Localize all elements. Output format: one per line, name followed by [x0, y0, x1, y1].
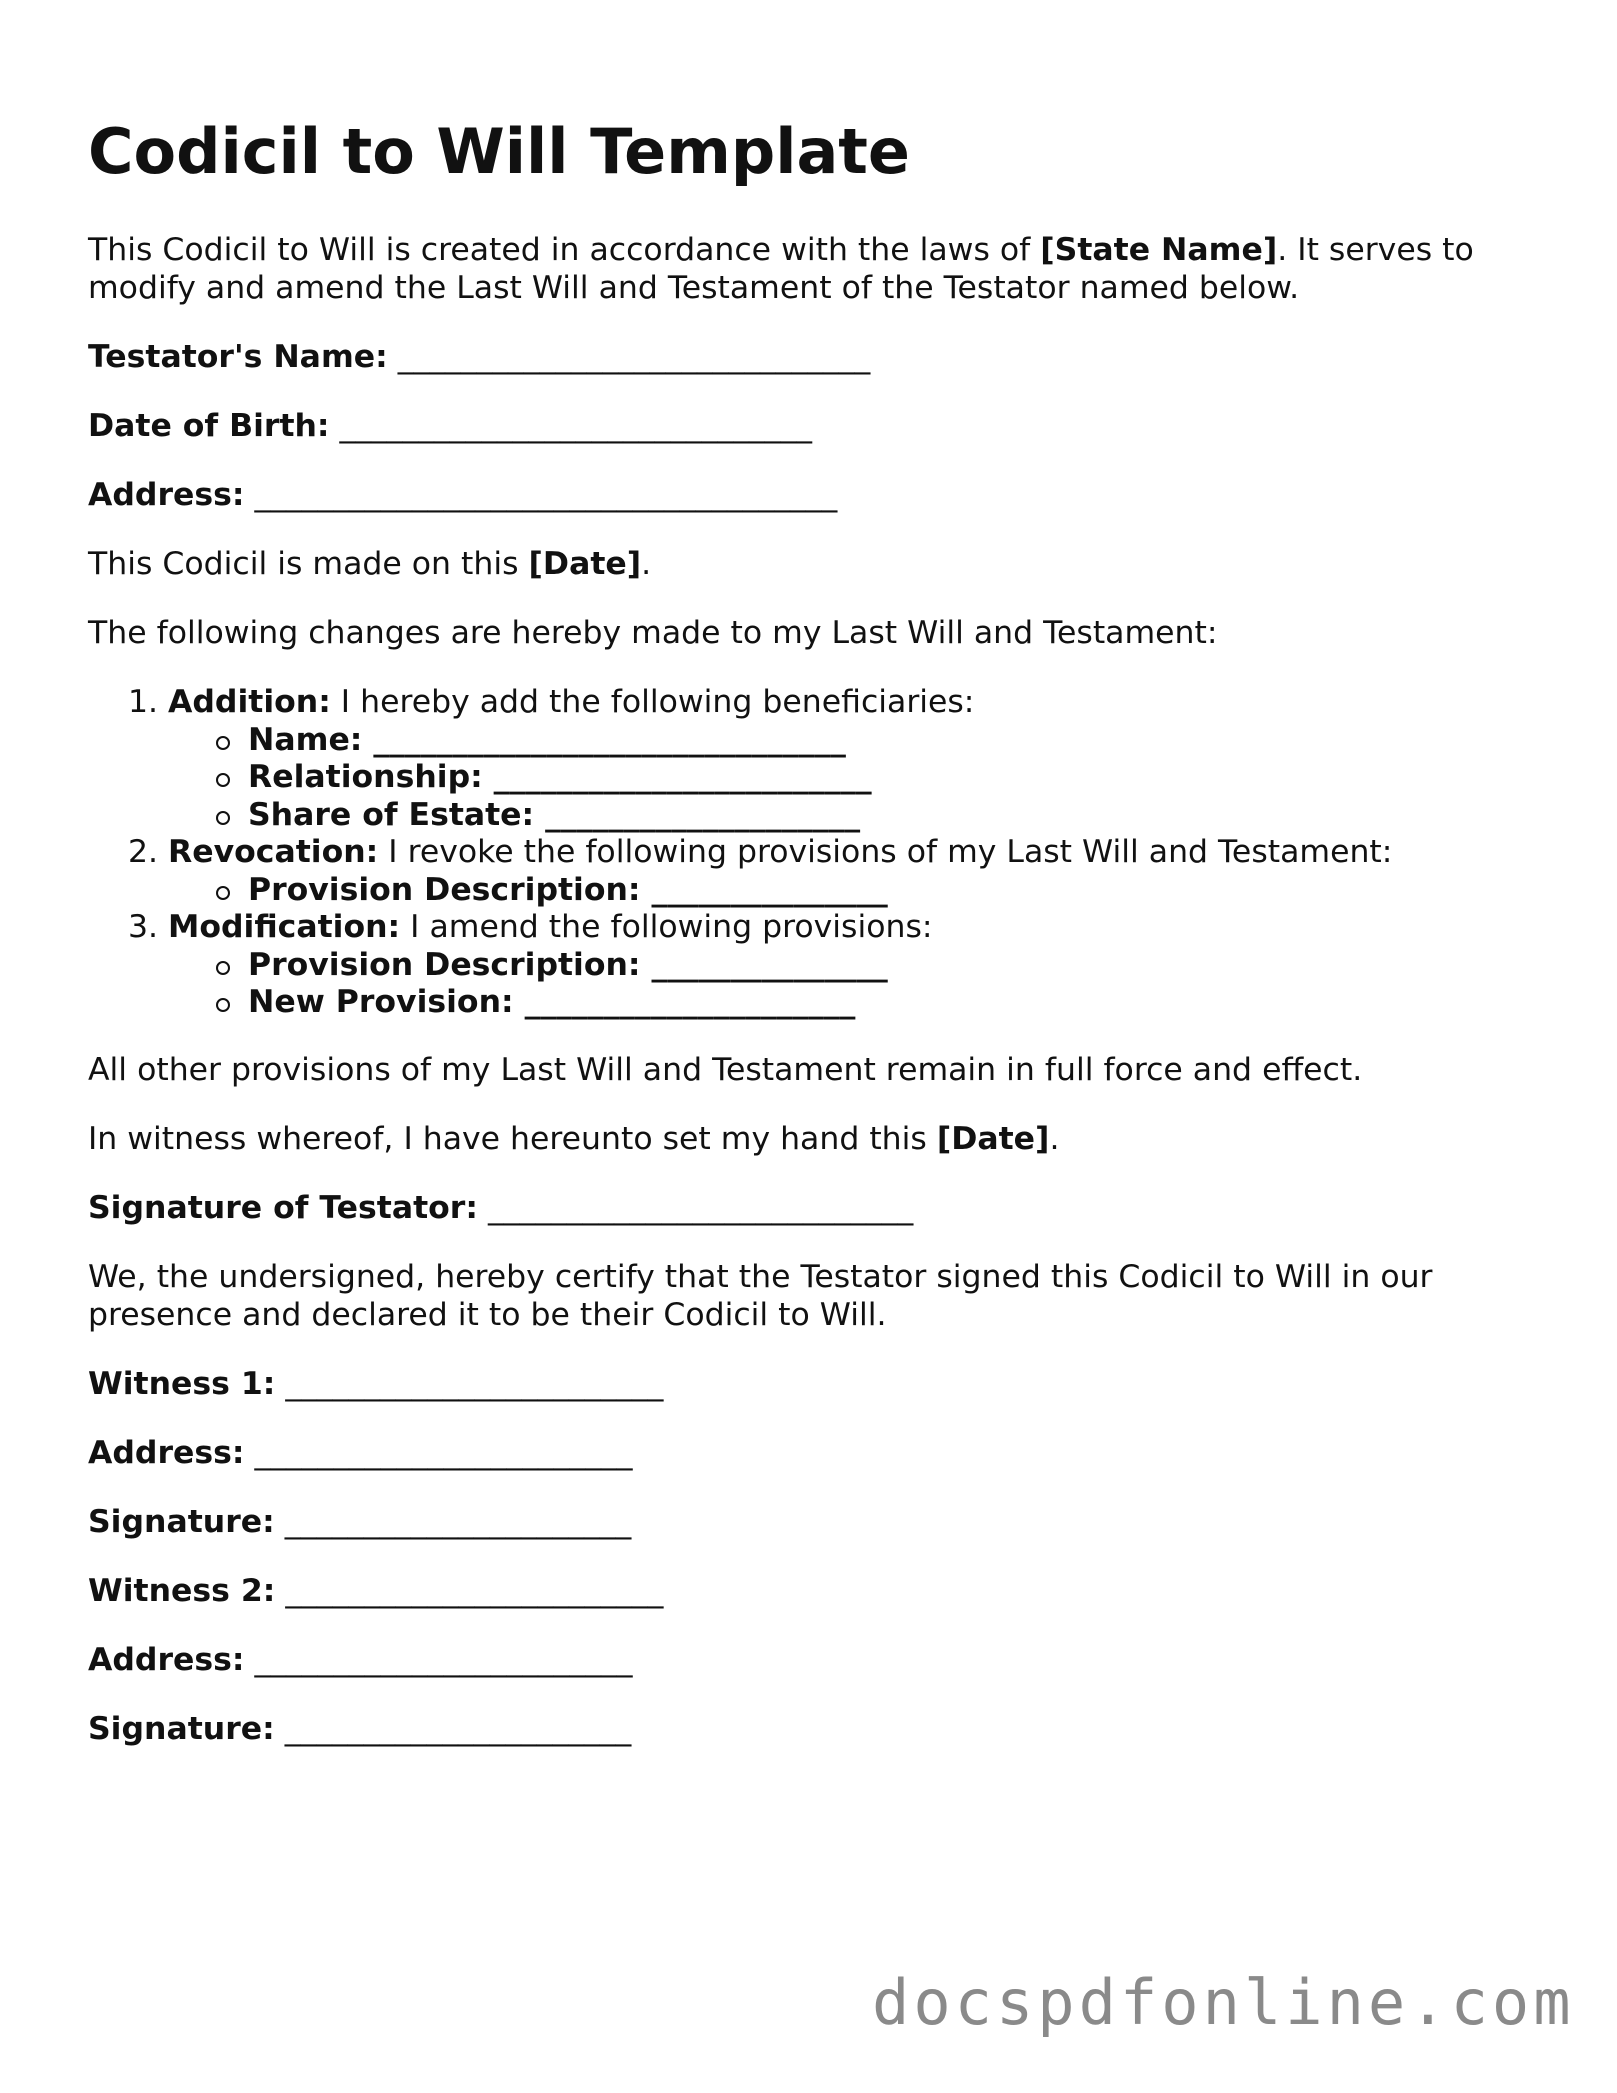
witness-1-field [88, 1366, 663, 1403]
dob-blank[interactable]: ______________________________ [329, 408, 813, 444]
signature-testator-label: Signature of Testator: [88, 1190, 478, 1226]
address-blank[interactable]: _____________________________________ [244, 477, 838, 513]
witness-1-signature-field [88, 1504, 631, 1541]
change-item-modification [88, 909, 1392, 1022]
field-label: Address: [88, 1435, 245, 1471]
field-blank[interactable]: ________________________ [244, 1642, 633, 1678]
sub-label: New Provision: [248, 984, 514, 1020]
change-number: 1. [128, 684, 159, 720]
witness-1-address-field [88, 1435, 633, 1472]
sub-blank[interactable]: ______________________________ [362, 721, 846, 758]
change-label: Modification: [168, 909, 401, 945]
field-label: Witness 1: [88, 1366, 276, 1402]
field-label: Witness 2: [88, 1573, 276, 1609]
certify-line-1: We, the undersigned, hereby certify that the Testator signed this Codicil to Will in our [88, 1259, 1433, 1295]
change-number: 3. [128, 909, 159, 945]
field-blank[interactable]: ________________________ [244, 1435, 633, 1471]
intro-text-after: . It serves to [1277, 232, 1474, 268]
field-blank[interactable]: ________________________ [275, 1366, 664, 1402]
sub-item-share [168, 797, 1392, 835]
sub-list [168, 872, 1392, 910]
address-field [88, 477, 837, 514]
sub-blank[interactable]: _______________ [640, 946, 888, 983]
testator-name-field [88, 339, 870, 376]
signature-testator-field [88, 1190, 913, 1227]
witness-2-field [88, 1573, 663, 1610]
made-on-end: . [641, 546, 652, 582]
witness-whereof-end: . [1049, 1121, 1060, 1157]
sub-blank[interactable]: _______________ [640, 871, 888, 908]
testator-name-label: Testator's Name: [88, 339, 388, 375]
witness-whereof-line [88, 1121, 1059, 1158]
field-label: Signature: [88, 1504, 275, 1540]
page-title: Codicil to Will Template [88, 115, 910, 188]
witness-2-signature-field [88, 1711, 631, 1748]
witness-whereof-date: [Date] [936, 1121, 1050, 1157]
change-item-addition [88, 684, 1392, 834]
change-item-revocation [88, 834, 1392, 909]
witness-2-address-field [88, 1642, 633, 1679]
made-on-date: [Date] [528, 546, 642, 582]
change-text: I amend the following provisions: [400, 909, 933, 945]
dob-label: Date of Birth: [88, 408, 330, 444]
field-blank[interactable]: ______________________ [274, 1711, 632, 1747]
sub-item-provision [168, 947, 1392, 985]
sub-label: Share of Estate: [248, 796, 535, 833]
sub-label: Provision Description: [248, 871, 641, 908]
intro-line-2: modify and amend the Last Will and Testament of the Testator named below. [88, 270, 1300, 306]
sub-blank[interactable]: ________________________ [482, 759, 872, 795]
sub-blank[interactable]: _____________________ [513, 984, 856, 1020]
other-provisions: All other provisions of my Last Will and Testament remain in full force and effect. [88, 1052, 1363, 1088]
sub-item-name [168, 722, 1392, 760]
intro-line-1 [88, 232, 1474, 269]
field-blank[interactable]: ________________________ [275, 1573, 664, 1609]
certify-line-2: presence and declared it to be their Codicil to Will. [88, 1297, 887, 1333]
sub-list [168, 947, 1392, 1022]
changes-list [88, 684, 1392, 1022]
changes-intro: The following changes are hereby made to my Last Will and Testament: [88, 615, 1218, 651]
sub-label: Name: [248, 721, 363, 758]
intro-text-before: This Codicil to Will is created in accordance with the laws of [88, 232, 1041, 268]
made-on-text: This Codicil is made on this [88, 546, 529, 582]
field-label: Signature: [88, 1711, 275, 1747]
sub-item-provision [168, 872, 1392, 910]
made-on-line [88, 546, 651, 583]
sub-label: Provision Description: [248, 946, 641, 983]
signature-testator-blank[interactable]: ___________________________ [477, 1190, 914, 1226]
sub-item-new-provision [168, 984, 1392, 1022]
change-label: Addition: [168, 684, 331, 720]
sub-list [168, 722, 1392, 835]
change-number: 2. [128, 834, 159, 870]
change-label: Revocation: [168, 834, 379, 870]
watermark: docspdfonline.com [872, 1966, 1575, 2039]
field-label: Address: [88, 1642, 245, 1678]
change-text: I revoke the following provisions of my Last Will and Testament: [378, 834, 1393, 870]
address-label: Address: [88, 477, 245, 513]
testator-name-blank[interactable]: ______________________________ [387, 339, 871, 375]
sub-item-relationship [168, 759, 1392, 797]
change-text: I hereby add the following beneficiaries: [330, 684, 975, 720]
witness-whereof-text: In witness whereof, I have hereunto set my hand this [88, 1121, 937, 1157]
field-blank[interactable]: ______________________ [274, 1504, 632, 1540]
sub-blank[interactable]: ____________________ [534, 796, 861, 833]
sub-label: Relationship: [248, 759, 483, 795]
state-name-placeholder: [State Name] [1040, 232, 1278, 268]
dob-field [88, 408, 812, 445]
